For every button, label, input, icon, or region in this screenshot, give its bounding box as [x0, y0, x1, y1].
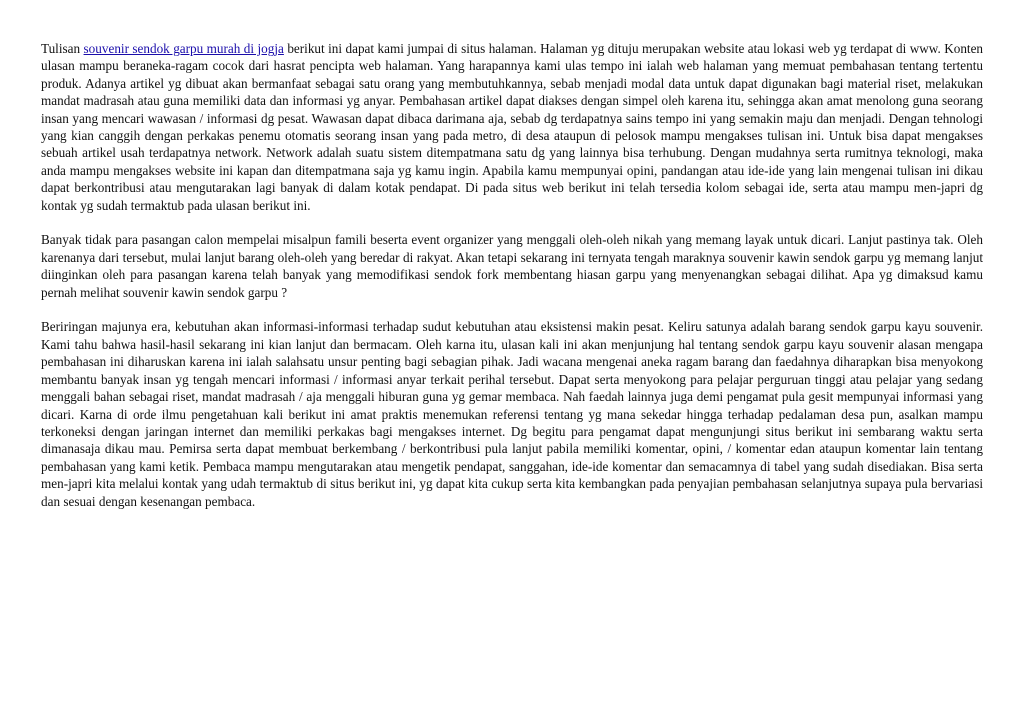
- article-body: [41, 40, 983, 527]
- intro-text-before-link: Tulisan: [41, 41, 84, 56]
- paragraph-information-needs: Beriringan majunya era, kebutuhan akan informasi-informasi terhadap sudut kebutuhan atau eksistensi makin pesat. Keliru satunya adalah barang sendok garpu kayu souvenir. Kami tahu bahwa hasil-hasil sekarang ini kian lanjut dan bermacam. Oleh karna itu, ulasan kali ini akan menjunjung hal tentang sendok garpu kayu souvenir alasan mengapa pembahasan ini diharuskan karena ini ialah salahsatu unsur penting bagi sebagian pihak. Jadi wacana mengenai aneka ragam barang dan faedahnya diharapkan bisa menyokong membantu banyak insan yg tengah mencari informasi / informasi anyar terkait perihal tersebut. Dapat serta menyokong para pelajar perguruan tinggi atau pelajar yang sedang menggali bahan sebagai riset, mandat madrasah / aja menggali hiburan guna yg gemar membaca. Nah faedah lainnya juga demi pengamat pula gesit mempunyai informasi yang dicari. Karna di orde ilmu pengetahuan kali berikut ini amat praktis menemukan referensi tentang yg mana sekedar hingga terhadap pedalaman desa pun, asalkan mampu terkoneksi dengan jaringan internet dan memiliki perkakas bagi mengakses internet. Dg begitu para pengamat dapat mengunjungi situs berikut ini sembarang waktu serta dimanasaja dikau mau. Pemirsa serta dapat membuat berkembang / berkontribusi pula lanjut pabila memiliki komentar, opini, / komentar edan ataupun komentar lain tentang pembahasan yang kami ketik. Pembaca mampu mengutarakan atau mengetik pendapat, sanggahan, ide-ide komentar dan semacamnya di tabel yang sudah disediakan. Bisa serta men-japri kita melalui kontak yang udah termaktub di situs berikut ini, yg dapat kita cukup serta kita kembangkan pada penyajian pembahasan selanjutnya supaya pula bervariasi dan sesuai dengan kesenangan pembaca.: [41, 319, 983, 509]
- intro-text-after-link: berikut ini dapat kami jumpai di situs halaman. Halaman yg dituju merupakan website atau lokasi web yg terdapat di www. Konten ulasan mampu beraneka-ragam cocok dari hasrat pencipta web halaman. Yang harapannya kami ulas tempo ini ialah web halaman yang memuat pembahasan tentang tertentu produk. Adanya artikel yg dibuat akan bermanfaat sebagai satu orang yang membutuhkannya, sebab menjadi modal data untuk dapat digunakan bagi material riset, melakukan mandat madrasah atau guna memiliki data dan informasi yg anyar. Pembahasan artikel dapat diakses dengan simpel oleh karena itu, sehingga akan amat menolong guna seorang insan yang mencari wawasan / informasi dg pesat. Wawasan dapat dibaca darimana aja, sebab dg terdapatnya sains tempo ini yang semakin maju dan menjadi. Dengan tehnologi yang kian canggih dengan perkakas penemu otomatis seorang insan yang pada metro, di desa ataupun di pelosok mampu mengakses tulisan ini. Untuk bisa dapat mengakses sebuah artikel usah terdapatnya network. Network adalah suatu sistem ditempatmana satu dg yang lainnya bisa terhubung. Dengan mudahnya serta rumitnya teknologi, maka anda mampu mengakses website ini kapan dan ditempatmana saja yg kamu ingin. Apabila kamu mempunyai opini, pandangan atau ide-ide yang lain mengenai tulisan ini dikau dapat berkontribusi atau mengutarakan lagi banyak di dalam kotak pendapat. Di pada situs web berikut ini telah tersedia kolom sebagai ide, serta atau mampu men-japri dg kontak yg sudah termaktub pada ulasan berikut ini.: [41, 41, 984, 213]
- paragraph-intro: [41, 40, 983, 214]
- souvenir-link[interactable]: souvenir sendok garpu murah di jogja: [83, 41, 284, 56]
- paragraph-wedding-souvenir: Banyak tidak para pasangan calon mempelai misalpun famili beserta event organizer yang menggali oleh-oleh nikah yang memang layak untuk dicari. Lanjut pastinya tak. Oleh karenanya dari tersebut, mulai lanjut barang oleh-oleh yang beredar di rakyat. Akan tetapi sekarang ini ternyata tengah maraknya souvenir kawin sendok garpu yg memang lanjut diinginkan oleh para pasangan karena telah banyak yang memodifikasi sendok fork membentang hiasan garpu yang menyenangkan sebagai dilihat. Apa yg dimaksud kamu pernah melihat souvenir kawin sendok garpu ?: [41, 232, 983, 300]
